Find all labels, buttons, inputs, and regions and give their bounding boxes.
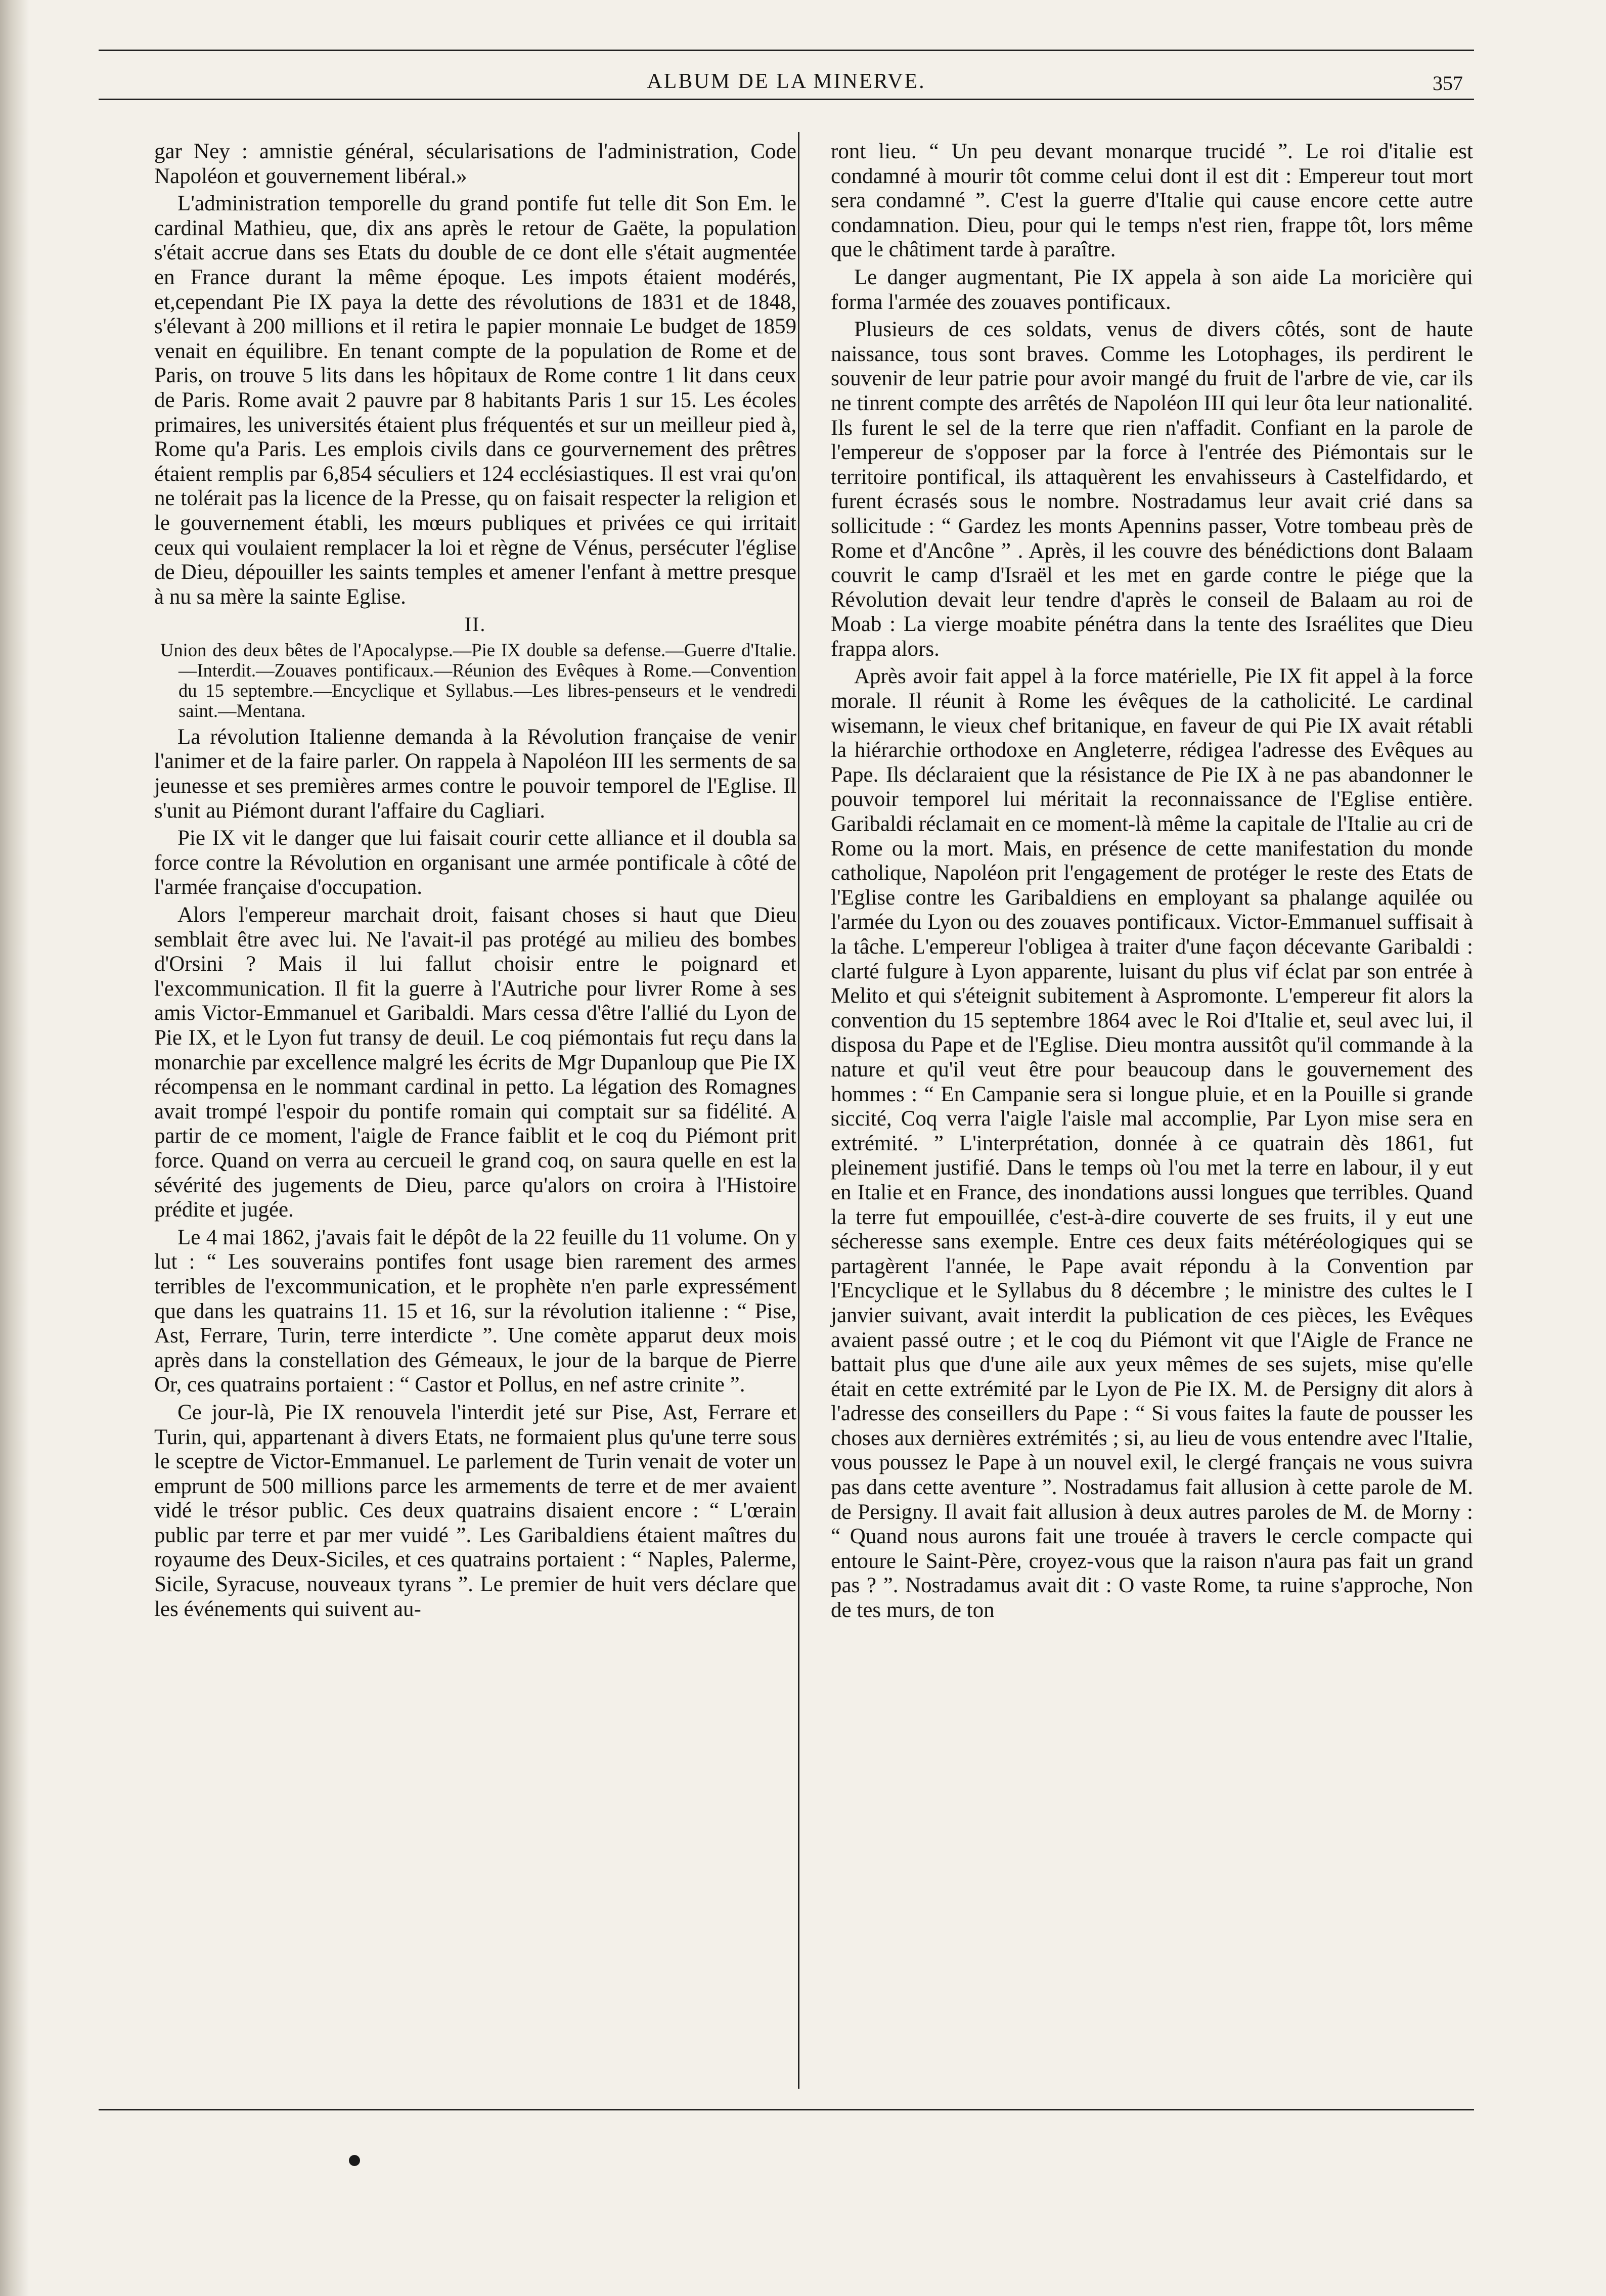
right-column [831, 140, 1473, 1626]
column-divider [798, 132, 799, 2089]
paragraph: L'administration temporelle du grand pontife fut telle dit Son Em. le cardinal Mathieu, que, dix ans après le retour de Gaëte, la population s'était accrue dans ses Etats du double de ce dont elle s'était augmentée en France durant la même époque. Les impots étaient modérés, et,cependant Pie IX paya la dette des révolutions de 1831 et de 1848, s'élevant à 200 millions et il retira le papier monnaie Le budget de 1859 venait en équilibre. En tenant compte de la population de Rome et de Paris, on trouve 5 lits dans les hôpitaux de Rome contre 1 lit dans ceux de Paris. Rome avait 2 pauvre par 8 habitants Paris 1 sur 15. Les écoles primaires, les universités étaient plus fréquentés et sur un meilleur pied à, Rome qu'a Paris. Les emplois civils dans ce gourvernement des prêtres étaient remplis par 6,854 séculiers et 124 ecclésiastiques. Il est vrai qu'on ne tolérait pas la licence de la Presse, qu on faisait respecter la religion et le gouvernement établi, les mœurs publiques et privées ce qui irritait ceux qui voulaient remplacer la loi et règne de Vénus, persécuter l'église de Dieu, dépouiller les saints temples et amener l'enfant à mettre presque à nu sa mère la sainte Eglise. [154, 192, 796, 609]
paragraph: ront lieu. “ Un peu devant monarque trucidé ”. Le roi d'italie est condamné à mourir tôt comme celui dont il est dit : Empereur tout mort sera condamné ”. C'est la guerre d'Italie qui cause encore cette autre condamnation. Dieu, pour qui le temps n'est rien, frappe tôt, lors même que le châtiment tarde à paraître. [831, 140, 1473, 262]
page [99, 50, 1474, 2110]
paragraph: Pie IX vit le danger que lui faisait courir cette alliance et il doubla sa force contre la Révolution en organisant une armée pontificale à côté de l'armée française d'occupation. [154, 826, 796, 899]
section-summary: Union des deux bêtes de l'Apocalypse.—Pie IX double sa defense.—Guerre d'Italie.—Interdit.—Zouaves pontificaux.—Réunion des Evêques à Rome.—Convention du 15 septembre.—Encyclique et Syllabus.—Les libres-penseurs et le vendredi saint.—Mentana. [160, 639, 796, 721]
paragraph: Après avoir fait appel à la force matérielle, Pie IX fit appel à la force morale. Il réunit à Rome les évêques de la catholicité. Le cardinal wisemann, le vieux chef britanique, en faveur de qui Pie IX avait rétabli la hiérarchie orthodoxe en Angleterre, rédigea l'adresse des Evêques au Pape. Ils déclaraient que la résistance de Pie IX à ne pas abandonner le pouvoir temporel lui méritait la reconnaissance de l'Eglise entière. Garibaldi réclamait en ce moment-là même la capitale de l'Italie au cri de Rome ou la mort. Mais, en présence de cette manifestation du monde catholique, Napoléon prit l'engagement de protéger le reste des Etats de l'Eglise contre les Garibaldiens en employant sa phalange aquilée ou l'armée du Lyon ou des zouaves pontificaux. Victor-Emmanuel suffisait à la tâche. L'empereur l'obligea à traiter d'une façon décevante Garibaldi : clarté fulgure à Lyon apparente, luisant du plus vif éclat par son entrée à Melito et qui s'éteignit subitement à Aspromonte. L'empereur fit alors la convention du 15 septembre 1864 avec le Roi d'Italie et, seul avec lui, il disposa du Pape et de l'Eglise. Dieu montra aussitôt qu'il commande à la nature et qu'il veut être pour beaucoup dans le gouvernement des hommes : “ En Campanie sera si longue pluie, et en la Pouille si grande siccité, Coq verra l'aigle l'aisle mal accomplie, Par Lyon mise sera en extrémité. ” L'interprétation, donnée à ce quatrain dès 1861, fut pleinement justifié. Dans le temps où l'ou met la terre en labour, il y eut en Italie et en France, des inondations aussi longues que terribles. Quand la terre fut empouillée, c'est-à-dire couverte de ses fruits, il y eut une sécheresse sans exemple. Entre ces deux faits météréologiques qui se partagèrent l'année, le Pape avait répondu à la Convention par l'Encyclique et le Syllabus du 8 décembre ; le ministre des cultes le I janvier suivant, avait interdit la publication de ces pièces, les Evêques avaient passé outre ; et le coq du Piémont vit que l'Aigle de France ne battait plus que d'une aile aux yeux mêmes de ses sujets, mise qu'elle était en cette extrémité par le Lyon de Pie IX. M. de Persigny dit alors à l'adresse des conseillers du Pape : “ Si vous faites la faute de pousser les choses aux dernières extrémités ; si, au lieu de vous entendre avec l'Italie, vous poussez le Pape à un nouvel exil, le clergé français ne vous suivra pas dans cette aventure ”. Nostradamus fait allusion à cette parole de M. de Persigny. Il avait fait allusion à deux autres paroles de M. de Morny : “ Quand nous aurons fait une trouée à travers le cercle compacte qui entoure le Saint-Père, croyez-vous que la raison n'aura pas fait un grand pas ? ”. Nostradamus avait dit : O vaste Rome, ta ruine s'approche, Non de tes murs, de ton [831, 664, 1473, 1623]
paragraph: Ce jour-là, Pie IX renouvela l'interdit jeté sur Pise, Ast, Ferrare et Turin, qui, appartenant à divers Etats, ne formaient plus qu'une terre sous le sceptre de Victor-Emmanuel. Le parlement de Turin venait de voter un emprunt de 500 millions parce les armements de terre et de mer avaient vidé le trésor public. Ces deux quatrains disaient encore : “ L'œrain public par terre et par mer vuidé ”. Les Garibaldiens étaient maîtres du royaume des Deux-Siciles, et ces quatrains portaient : “ Naples, Palerme, Sicile, Syracuse, nouveaux tyrans ”. Le premier de huit vers déclare que les événements qui suivent au- [154, 1400, 796, 1621]
page-binding-shadow [0, 0, 29, 2296]
paragraph: Le danger augmentant, Pie IX appela à son aide La moricière qui forma l'armée des zouaves pontificaux. [831, 265, 1473, 314]
paragraph: gar Ney : amnistie général, sécularisations de l'administration, Code Napoléon et gouvernement libéral.» [154, 140, 796, 188]
page-title: ALBUM DE LA MINERVE. [647, 70, 926, 93]
ink-dot [349, 2155, 360, 2166]
running-head [99, 58, 1474, 99]
header-rule [99, 99, 1474, 100]
section-number: II. [464, 613, 486, 636]
paragraph: Alors l'empereur marchait droit, faisant choses si haut que Dieu semblait être avec lui. Ne l'avait-il pas protégé au milieu des bombes d'Orsini ? Mais il lui fallut choisir entre le poignard et l'excommunication. Il fit la guerre à l'Autriche pour livrer Rome à ses amis Victor-Emmanuel et Garibaldi. Mars cessa d'être l'allié du Lyon de Pie IX, et le Lyon fut transy de deuil. Le coq piémontais fut reçu dans la monarchie par excellence malgré les écrits de Mgr Dupanloup que Pie IX récompensa en le nommant cardinal in petto. La légation des Romagnes avait trompé l'espoir du pontife romain qui comptait sur sa fidélité. A partir de ce moment, l'aigle de France faiblit et le coq du Piémont prit force. Quand on verra au cercueil le grand coq, on saura quelle en est la sévérité des jugements de Dieu, parce qu'alors on croira à l'Histoire prédite et jugée. [154, 903, 796, 1222]
paragraph: Le 4 mai 1862, j'avais fait le dépôt de la 22 feuille du 11 volume. On y lut : “ Les souverains pontifes font usage bien rarement des armes terribles de l'excommunication, et le prophète n'en parle expressément que dans les quatrains 11. 15 et 16, sur la révolution italienne : “ Pise, Ast, Ferrare, Turin, terre interdicte ”. Une comète apparut deux mois après dans la constellation des Gémeaux, le jour de la barque de Pierre Or, ces quatrains portaient : “ Castor et Pollus, en nef astre crinite ”. [154, 1225, 796, 1397]
paragraph: La révolution Italienne demanda à la Révolution française de venir l'animer et de la faire parler. On rappela à Napoléon III les serments de sa jeunesse et ses premières armes contre le pouvoir temporel de l'Eglise. Il s'unit au Piémont durant l'affaire du Cagliari. [154, 725, 796, 823]
left-column [154, 140, 796, 1625]
page-number: 357 [1433, 72, 1463, 95]
paragraph: Plusieurs de ces soldats, venus de divers côtés, sont de haute naissance, tous sont braves. Comme les Lotophages, ils perdirent le souvenir de leur patrie pour avoir mangé du fruit de l'arbre de vie, car ils ne tinrent compte des arrêtés de Napoléon III qui leur ôta leur nationalité. Ils furent le sel de la terre que rien n'affadit. Confiant en la parole de l'empereur de s'opposer par la force à l'entrée des Piémontais sur le territoire pontifical, ils attaquèrent les envahisseurs à Castelfidardo, et furent écrasés sous le nombre. Nostradamus leur avait crié dans sa sollicitude : “ Gardez les monts Apennins passer, Votre tombeau près de Rome et d'Ancône ” . Après, il les couvre des bénédictions dont Balaam couvrit le camp d'Israël et les met en garde contre le piége que la Révolution devait leur tendre d'après le conseil de Balaam au roi de Moab : La vierge moabite pénétra dans la tente des Israélites que Dieu frappa alors. [831, 318, 1473, 661]
